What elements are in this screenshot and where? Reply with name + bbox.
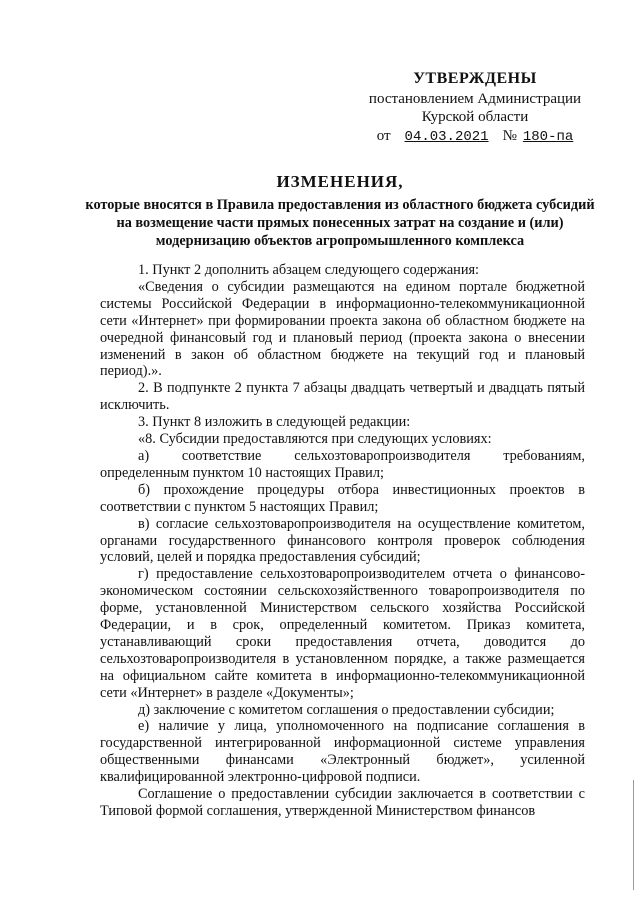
scan-edge-line <box>633 780 634 890</box>
approval-date-row <box>360 127 590 146</box>
approval-title: УТВЕРЖДЕНЫ <box>413 70 537 87</box>
paragraph: б) прохождение процедуры отбора инвестиционных проектов в соответствии с пунктом 5 настоящих Правил; <box>100 481 585 515</box>
document-title-main: ИЗМЕНЕНИЯ, <box>276 172 404 191</box>
paragraph: д) заключение с комитетом соглашения о предоставлении субсидии; <box>138 701 555 718</box>
paragraph: «Сведения о субсидии размещаются на едином портале бюджетной системы Российской Федерации в информационно-телекоммуникационной сети «Интернет» при формировании проекта закона об областном бюджете на очередной финансовый год и плановый период (проекта закона о внесении изменений в закон об областном бюджете на текущий год и плановый период).». <box>100 278 585 380</box>
paragraph: 2. В подпункте 2 пункта 7 абзацы двадцать четвертый и двадцать пятый исключить. <box>100 380 585 414</box>
paragraph: Соглашение о предоставлении субсидии заключается в соответствии с Типовой формой соглашения, утвержденной Министерством финансов <box>100 786 585 819</box>
paragraph: е) наличие у лица, уполномоченного на подписание соглашения в государственной интегрированной информационной системе управления общественными финансами «Электронный бюджет», усиленной квалифицированной электронно-цифровой подписи. <box>100 718 585 786</box>
paragraph: «8. Субсидии предоставляются при следующих условиях: <box>138 431 492 448</box>
approval-date: 04.03.2021 <box>404 129 489 145</box>
approval-number-prefix: № <box>502 128 517 144</box>
paragraph: а) соответствие сельхозтоваропроизводителя требованиям, определенным пунктом 10 настоящих Правил; <box>100 447 585 481</box>
approval-issuer: постановлением Администрации <box>368 91 582 107</box>
approval-date-prefix: от <box>376 128 391 144</box>
approval-region: Курской области <box>421 109 529 125</box>
approval-number: 180-па <box>522 129 574 145</box>
paragraph: 1. Пункт 2 дополнить абзацем следующего содержания: <box>138 262 480 278</box>
paragraph: 3. Пункт 8 изложить в следующей редакции: <box>138 414 411 431</box>
paragraph: в) согласие сельхозтоваропроизводителя на осуществление комитетом, органами государственного финансового контроля проверок соблюдения условий, целей и порядка предоставления субсидий; <box>100 515 585 566</box>
document-title <box>80 172 600 250</box>
document-body <box>100 262 585 820</box>
approval-stamp <box>360 70 590 146</box>
document-title-subtitle: которые вносятся в Правила предоставления из областного бюджета субсидий на возмещение части прямых понесенных затрат на создание и (или) модернизацию объектов агропромышленного комплекса <box>85 197 595 249</box>
paragraph: г) предоставление сельхозтоваропроизводителем отчета о финансово-экономическом состоянии сельскохозяйственного товаропроизводителя по форме, установленной Министерством сельского хозяйства Российской Федерации, и в срок, определенный комитетом. Приказ комитета, устанавливающий сроки предоставления отчета, доводится до сельхозтоваропроизводителя в установленном порядке, а также размещается на официальном сайте комитета в информационно-телекоммуникационной сети «Интернет» в разделе «Документы»; <box>100 566 585 701</box>
